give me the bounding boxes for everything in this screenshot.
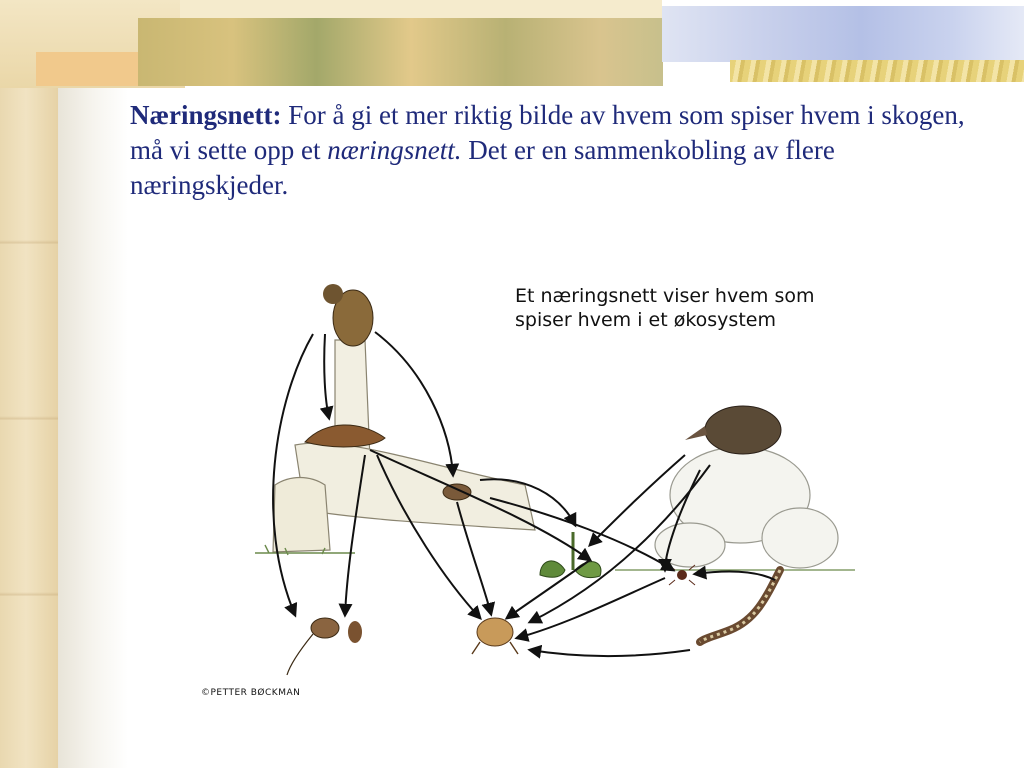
slide-heading: [130, 98, 990, 203]
hedgehog-illustration: [685, 406, 781, 454]
spider-illustration: [669, 565, 695, 585]
food-web-diagram: [195, 270, 875, 710]
rocks-illustration: [615, 447, 855, 570]
heading-text-2: Det er en sammenkobling av flere næringskjeder.: [130, 135, 835, 200]
top-decorative-banner: [0, 0, 1024, 88]
figure-caption: Et næringsnett viser hvem som spiser hvem i et økosystem: [515, 285, 815, 331]
banner-grass-strip: [730, 60, 1024, 82]
heading-term: Næringsnett:: [130, 100, 282, 130]
banner-orange-block: [36, 52, 140, 86]
snake-illustration: [700, 570, 780, 642]
figure-credit: ©PETTER BØCKMAN: [201, 688, 301, 698]
shrew-illustration: [443, 484, 471, 500]
frog-illustration: [472, 618, 518, 654]
plant-illustration: [540, 532, 601, 578]
log-stump-illustration: [255, 340, 535, 555]
banner-sky-image: [662, 6, 1024, 62]
heading-italic-term: næringsnett.: [327, 135, 462, 165]
banner-leaves-image: [138, 18, 663, 86]
mouse-illustration: [287, 618, 362, 675]
banner-cream-strip: [180, 0, 680, 20]
heading-text-1: For å gi et mer riktig bilde av hvem som spiser hvem i skogen, må vi sette opp et: [130, 100, 965, 165]
weasel-illustration: [305, 425, 385, 447]
food-web-figure: [195, 270, 875, 710]
left-decorative-strip: [0, 0, 58, 768]
left-gradient-fade: [58, 0, 128, 768]
owl-illustration: [323, 284, 373, 346]
